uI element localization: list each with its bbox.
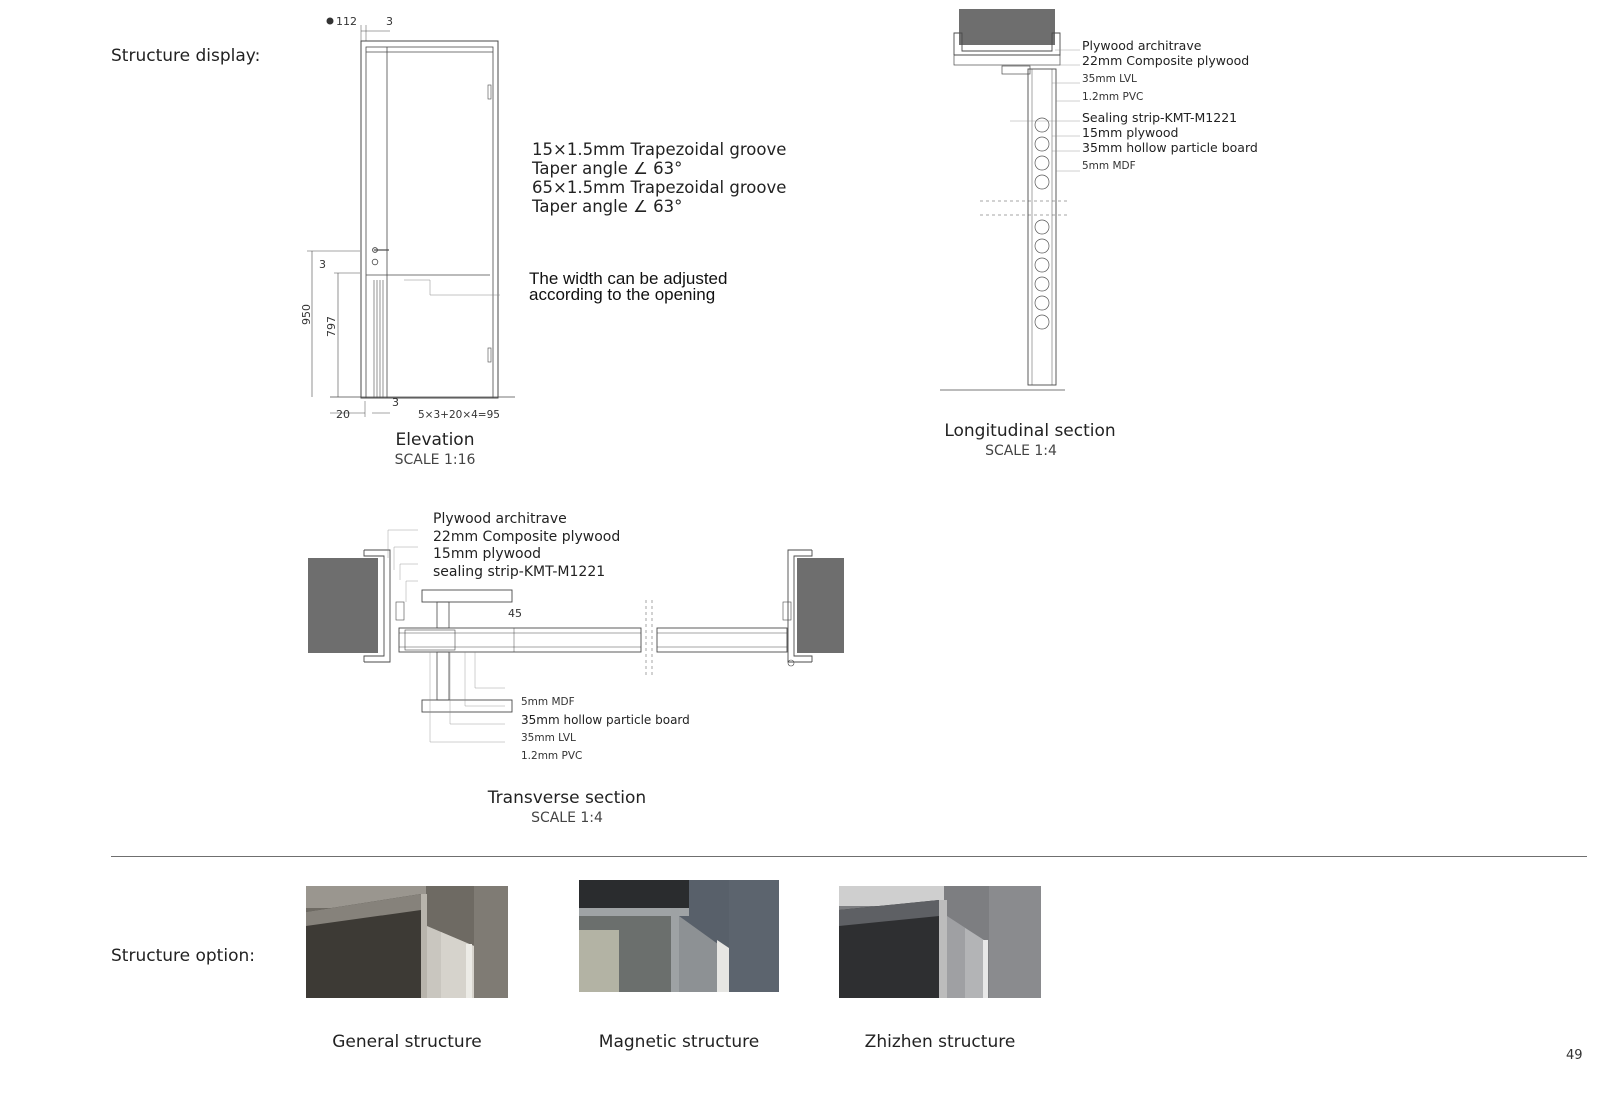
option-label-magnetic: Magnetic structure (598, 1032, 760, 1052)
longitudinal-scale: SCALE 1:4 (985, 443, 1057, 459)
transverse-scale: SCALE 1:4 (531, 810, 603, 826)
width-note-line: The width can be adjusted (529, 269, 728, 288)
groove-note-line: 65×1.5mm Trapezoidal groove (532, 178, 787, 197)
groove-note-line: 15×1.5mm Trapezoidal groove (532, 140, 787, 159)
elevation-width-note (529, 271, 727, 303)
transverse-title: Transverse section (487, 788, 647, 808)
layer-label: 15mm plywood (1082, 125, 1179, 140)
layer-label: 15mm plywood (433, 546, 542, 562)
elevation-dim-bottom-20: 20 (336, 408, 350, 421)
elevation-dim-top-b: 3 (386, 15, 393, 28)
longitudinal-layer-labels (1082, 38, 1258, 174)
layer-label: sealing strip-KMT-M1221 (433, 563, 606, 580)
layer-label: Plywood architrave (433, 511, 567, 527)
page-number: 49 (1566, 1048, 1583, 1063)
elevation-scale: SCALE 1:16 (394, 452, 476, 468)
elevation-dim-top-a: 112 (336, 15, 357, 28)
layer-label: Plywood architrave (1082, 38, 1202, 53)
layer-label: 35mm LVL (1082, 73, 1137, 85)
elevation-groove-notes (532, 140, 786, 216)
transverse-dim-45: 45 (508, 607, 522, 620)
longitudinal-caption (940, 421, 1120, 459)
elevation-dim-left-3: 3 (319, 258, 326, 271)
elevation-dim-950: 950 (300, 304, 313, 325)
layer-label: 1.2mm PVC (521, 750, 583, 762)
layer-label: 5mm MDF (1082, 160, 1136, 172)
structure-display-label: Structure display: (111, 46, 261, 66)
elevation-dim-bottom-3: 3 (392, 396, 399, 409)
transverse-caption (472, 788, 662, 826)
option-label-general: General structure (332, 1032, 482, 1052)
general-structure-photo (306, 886, 508, 998)
structure-option-label: Structure option: (111, 946, 255, 966)
transverse-bottom-labels (521, 693, 690, 765)
layer-label: 5mm MDF (521, 696, 575, 708)
layer-label: 35mm hollow particle board (521, 713, 690, 727)
magnetic-structure-photo (579, 880, 779, 992)
layer-label: Sealing strip-KMT-M1221 (1082, 110, 1238, 125)
elevation-drawing (290, 5, 530, 425)
width-note-line: according to the opening (529, 285, 716, 304)
layer-label: 35mm hollow particle board (1082, 140, 1258, 155)
groove-note-line: Taper angle ∠ 63° (532, 197, 683, 216)
transverse-top-labels (433, 511, 620, 581)
layer-label: 1.2mm PVC (1082, 91, 1144, 103)
groove-note-line: Taper angle ∠ 63° (532, 159, 683, 178)
elevation-title: Elevation (395, 430, 475, 450)
layer-label: 22mm Composite plywood (1082, 53, 1250, 68)
elevation-caption (360, 430, 510, 468)
longitudinal-section-drawing (940, 5, 1090, 395)
layer-label: 22mm Composite plywood (433, 528, 621, 545)
layer-label: 35mm LVL (521, 732, 576, 744)
elevation-dim-797: 797 (325, 316, 338, 337)
zhizhen-structure-photo (839, 886, 1041, 998)
option-label-zhizhen: Zhizhen structure (864, 1032, 1016, 1052)
longitudinal-title: Longitudinal section (944, 421, 1116, 441)
section-divider (111, 856, 1587, 857)
elevation-dim-bottom-formula: 5×3+20×4=95 (418, 409, 500, 421)
